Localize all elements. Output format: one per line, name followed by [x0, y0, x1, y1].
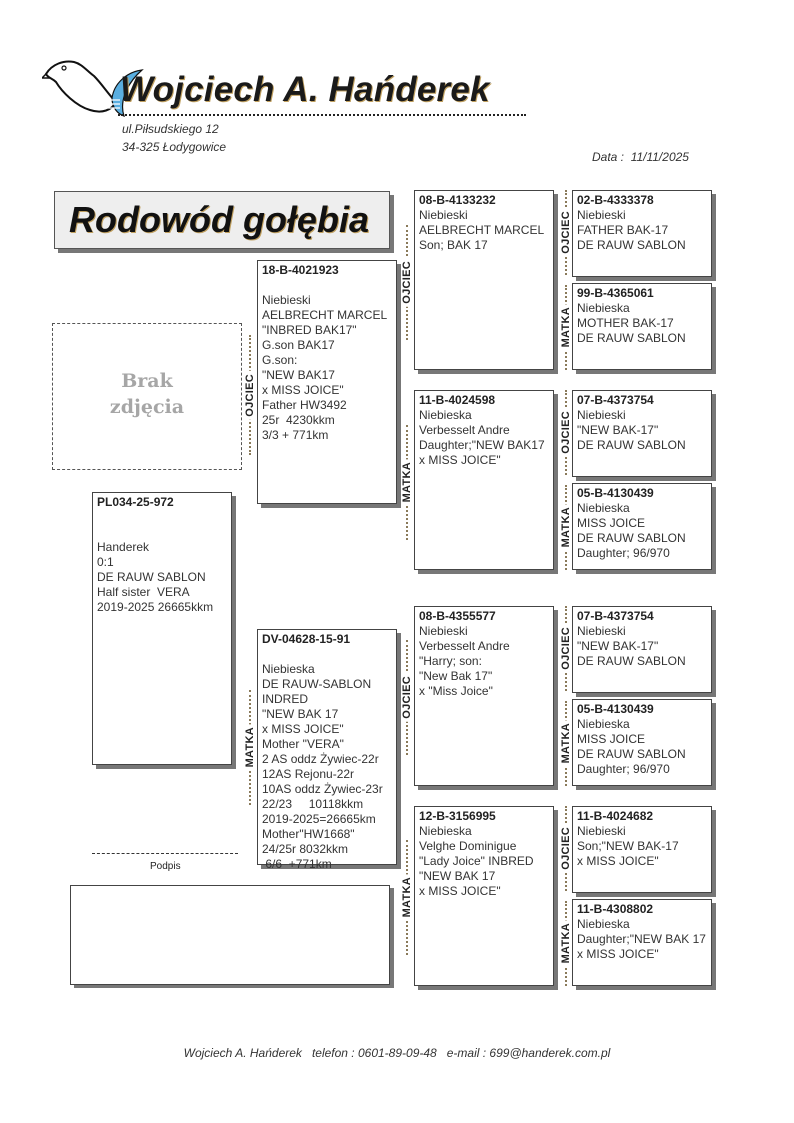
pigeon-card-mother-father: [414, 606, 554, 786]
pigeon-info-line: x "Miss Joice": [419, 684, 493, 698]
pigeon-info-line: Niebieska: [577, 917, 630, 931]
footer-email: 699@handerek.com.pl: [489, 1046, 611, 1060]
pigeon-info-line: "NEW BAK 17: [419, 869, 496, 883]
pigeon-info-line: x MISS JOICE": [262, 383, 344, 397]
pigeon-info-line: Niebieska: [262, 662, 315, 676]
label-text: OJCIEC: [401, 673, 413, 722]
label-father-mff: [560, 606, 572, 691]
date: [592, 150, 689, 164]
pigeon-info-line: G.son BAK17: [262, 338, 335, 352]
pigeon-info-line: Daughter;"NEW BAK17: [419, 438, 545, 452]
photo-placeholder-text: [53, 368, 241, 420]
label-text: OJCIEC: [560, 408, 572, 457]
pigeon-info-line: DE RAUW SABLON: [577, 654, 686, 668]
footer-email-label: e-mail :: [446, 1046, 487, 1060]
pigeon-info-line: 2 AS oddz Żywiec-22r: [262, 752, 379, 766]
ring-number: 08-B-4355577: [419, 609, 496, 623]
pigeon-info-line: AELBRECHT MARCEL: [419, 223, 545, 237]
ring-number: 08-B-4133232: [419, 193, 496, 207]
pigeon-info-line: MISS JOICE: [577, 732, 646, 746]
address-city: 34-325 Łodygowice: [122, 140, 227, 154]
ring-number: 11-B-4308802: [577, 902, 654, 916]
pigeon-card-mff: [572, 606, 712, 693]
pigeon-info-line: Niebieski: [577, 208, 626, 222]
label-mother-mmm: [560, 901, 572, 986]
signature-label: Podpis: [150, 861, 181, 872]
pigeon-info-line: 2019-2025 26665kkm: [97, 600, 214, 614]
footer-contact: [0, 1046, 794, 1060]
pigeon-info-line: Verbesselt Andre: [419, 639, 510, 653]
ring-number: 07-B-4373754: [577, 393, 654, 407]
pigeon-info-line: MOTHER BAK-17: [577, 316, 674, 330]
pigeon-card-mmf: [572, 806, 712, 893]
pigeon-info-line: [262, 647, 392, 662]
pigeon-info-line: AELBRECHT MARCEL: [262, 308, 388, 322]
pigeon-info-line: Mother "VERA": [262, 737, 344, 751]
pigeon-info-line: Niebieski: [419, 208, 468, 222]
pigeon-info-line: 12AS Rejonu-22r: [262, 767, 355, 781]
ring-number: DV-04628-15-91: [262, 632, 351, 646]
brand-name: Wojciech A. Hańderek: [120, 70, 490, 109]
pigeon-info-line: DE RAUW SABLON: [577, 438, 686, 452]
footer-name: Wojciech A. Hańderek: [183, 1046, 302, 1060]
label-text: MATKA: [560, 304, 572, 350]
pigeon-info-line: Son;"NEW BAK-17: [577, 839, 679, 853]
label-text: OJCIEC: [560, 624, 572, 673]
pigeon-card-ffm: [572, 283, 712, 370]
pigeon-info-line: "NEW BAK-17": [577, 639, 659, 653]
pigeon-info-line: x MISS JOICE": [577, 854, 659, 868]
pigeon-card-father: [257, 260, 397, 504]
pigeon-info-line: [97, 510, 227, 525]
pigeon-card-mother: [257, 629, 397, 871]
ring-number: 99-B-4365061: [577, 286, 654, 300]
pigeon-info-line: 3/3 + 771km: [262, 428, 329, 442]
pigeon-card-father-mother: [414, 390, 554, 570]
pigeon-info-line: 25r 4230kkm: [262, 413, 335, 427]
label-text: OJCIEC: [560, 208, 572, 257]
pigeon-info-line: "New Bak 17": [419, 669, 493, 683]
pigeon-info-line: Verbesselt Andre: [419, 423, 510, 437]
label-text: MATKA: [401, 459, 413, 505]
ring-number: PL034-25-972: [97, 495, 174, 509]
pigeon-info-line: DE RAUW SABLON: [577, 331, 686, 345]
pigeon-info-line: Niebieski: [262, 293, 311, 307]
label-text: MATKA: [401, 874, 413, 920]
footer-phone: 0601-89-09-48: [357, 1046, 437, 1060]
notes-box[interactable]: [70, 885, 390, 985]
pigeon-info-line: "INBRED BAK17": [262, 323, 357, 337]
pigeon-info-line: "NEW BAK-17": [577, 423, 659, 437]
pigeon-info-line: MISS JOICE: [577, 516, 646, 530]
ring-number: 18-B-4021923: [262, 263, 339, 277]
pigeon-card-mmm: [572, 899, 712, 986]
ring-number: 11-B-4024598: [419, 393, 496, 407]
ring-number: 05-B-4130439: [577, 486, 654, 500]
pigeon-info-line: INDRED: [262, 692, 309, 706]
page-title: Rodowód gołębia: [69, 199, 369, 240]
pigeon-card-mfm: [572, 699, 712, 786]
pigeon-info-line: [262, 278, 392, 293]
pigeon-info-line: Daughter; 96/970: [577, 546, 670, 560]
label-mother-fm: [401, 425, 413, 540]
label-mother-ffm: [560, 285, 572, 370]
date-label: Data :: [592, 150, 625, 164]
label-father-fmf: [560, 390, 572, 475]
pigeon-card-mother-mother: [414, 806, 554, 986]
ring-number: 05-B-4130439: [577, 702, 654, 716]
pigeon-info-line: "Lady Joice" INBRED: [419, 854, 534, 868]
ring-number: 02-B-4333378: [577, 193, 654, 207]
pigeon-info-line: "NEW BAK 17: [262, 707, 339, 721]
signature-line: [92, 853, 238, 854]
label-father-fff: [560, 190, 572, 275]
pigeon-info-line: x MISS JOICE": [419, 884, 501, 898]
pigeon-info-line: Daughter; 96/970: [577, 762, 670, 776]
pigeon-card-father-father: [414, 190, 554, 370]
pigeon-info-line: 10AS oddz Żywiec-23r: [262, 782, 383, 796]
ring-number: 07-B-4373754: [577, 609, 654, 623]
pigeon-info-line: DE RAUW SABLON: [577, 238, 686, 252]
pigeon-info-line: Niebieska: [419, 824, 472, 838]
label-text: OJCIEC: [244, 371, 256, 420]
pigeon-card-fmf: [572, 390, 712, 477]
label-father-ff: [401, 225, 413, 340]
footer-phone-label: telefon :: [311, 1046, 355, 1060]
photo-text-line1: Brak: [121, 370, 173, 392]
pigeon-info-line: Daughter;"NEW BAK 17: [577, 932, 706, 946]
pigeon-info-line: Niebieska: [419, 408, 472, 422]
pigeon-info-line: Half sister VERA: [97, 585, 190, 599]
photo-placeholder[interactable]: [52, 323, 242, 470]
pigeon-info-line: Niebieska: [577, 717, 630, 731]
pigeon-info-line: 6/6 +771km: [262, 857, 332, 871]
label-mother-fmm: [560, 485, 572, 570]
pigeon-info-line: FATHER BAK-17: [577, 223, 669, 237]
label-text: MATKA: [560, 920, 572, 966]
pigeon-card-fmm: [572, 483, 712, 570]
title-box: [54, 191, 390, 249]
date-value: 11/11/2025: [630, 150, 689, 164]
pigeon-info-line: DE RAUW SABLON: [577, 531, 686, 545]
label-father-gen1: [244, 335, 256, 455]
label-father-mmf: [560, 806, 572, 891]
label-text: OJCIEC: [401, 258, 413, 307]
label-mother-mm: [401, 840, 413, 955]
address-street: ul.Piłsudskiego 12: [122, 122, 219, 136]
label-mother-gen1: [244, 690, 256, 805]
pigeon-info-line: 22/23 10118kkm: [262, 797, 364, 811]
ring-number: 12-B-3156995: [419, 809, 496, 823]
pigeon-card-subject: [92, 492, 232, 765]
pigeon-info-line: Niebieska: [577, 501, 630, 515]
pigeon-info-line: x MISS JOICE": [577, 947, 659, 961]
pigeon-info-line: [97, 525, 227, 540]
pigeon-info-line: Niebieski: [577, 624, 626, 638]
pigeon-info-line: Niebieski: [577, 824, 626, 838]
ring-number: 11-B-4024682: [577, 809, 654, 823]
label-text: MATKA: [560, 720, 572, 766]
pigeon-info-line: G.son:: [262, 353, 298, 367]
pigeon-info-line: 0:1: [97, 555, 114, 569]
brand-underline: [118, 114, 526, 116]
pigeon-info-line: x MISS JOICE": [262, 722, 344, 736]
pigeon-info-line: Son; BAK 17: [419, 238, 488, 252]
label-father-mf: [401, 640, 413, 755]
pigeon-info-line: DE RAUW SABLON: [97, 570, 206, 584]
pigeon-info-line: "Harry; son:: [419, 654, 482, 668]
pigeon-info-line: 2019-2025=26665km: [262, 812, 376, 826]
label-text: OJCIEC: [560, 824, 572, 873]
pigeon-info-line: Niebieska: [577, 301, 630, 315]
label-mother-mfm: [560, 701, 572, 786]
pigeon-info-line: DE RAUW-SABLON: [262, 677, 372, 691]
label-text: MATKA: [560, 504, 572, 550]
pigeon-info-line: DE RAUW SABLON: [577, 747, 686, 761]
pigeon-info-line: Niebieski: [419, 624, 468, 638]
pigeon-info-line: 24/25r 8032kkm: [262, 842, 349, 856]
pigeon-info-line: "NEW BAK17: [262, 368, 335, 382]
pigeon-info-line: Niebieski: [577, 408, 626, 422]
pigeon-info-line: Handerek: [97, 540, 150, 554]
pigeon-info-line: Mother"HW1668": [262, 827, 355, 841]
label-text: MATKA: [244, 724, 256, 770]
pigeon-info-line: Father HW3492: [262, 398, 347, 412]
photo-text-line2: zdjęcia: [109, 396, 185, 418]
pigeon-info-line: x MISS JOICE": [419, 453, 501, 467]
pigeon-card-fff: [572, 190, 712, 277]
pigeon-info-line: Velghe Dominigue: [419, 839, 517, 853]
